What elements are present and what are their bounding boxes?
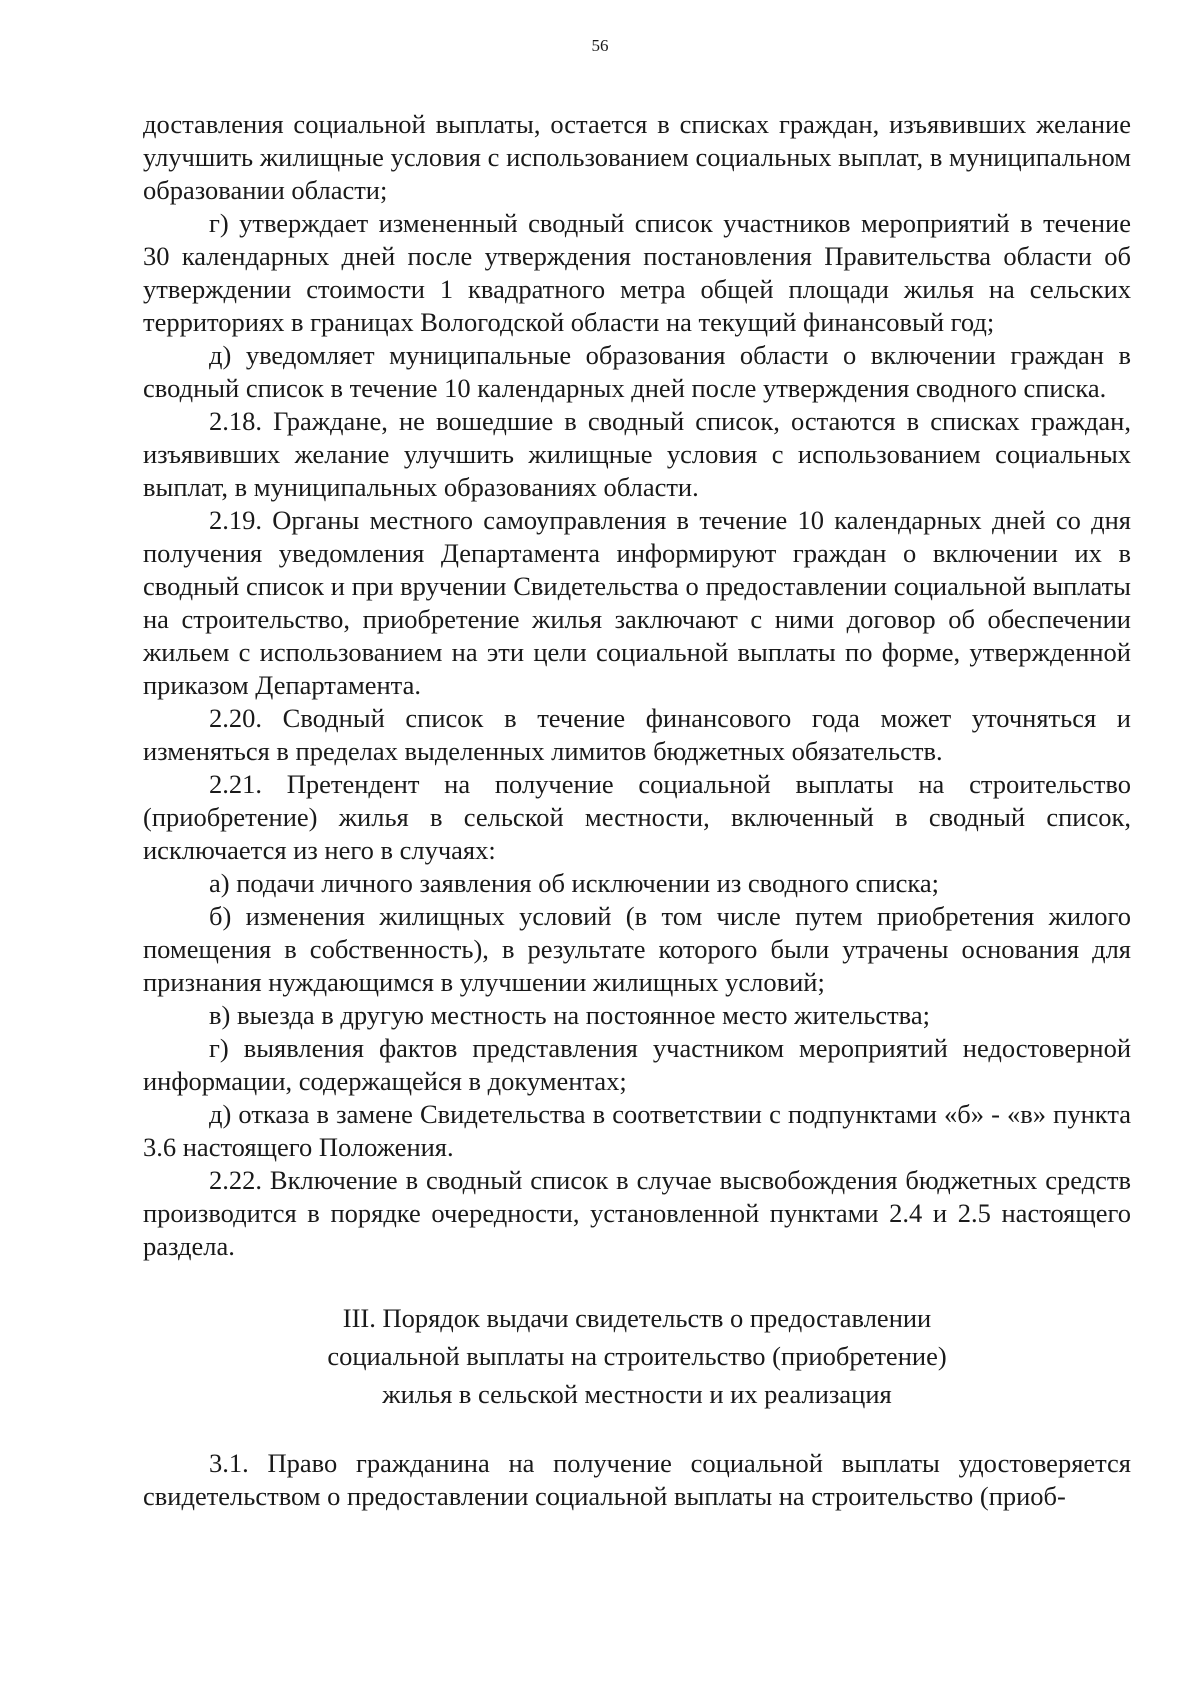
paragraph: доставления социальной выплаты, остается в списках граждан, изъявивших желание улучшить жилищные условия с использованием социальных выплат, в муниципальном образовании области; (143, 109, 1131, 205)
section-heading-line: социальной выплаты на строительство (приобретение) (327, 1341, 947, 1371)
document-body (143, 108, 1131, 1513)
section-heading (143, 1299, 1131, 1413)
paragraph: 2.22. Включение в сводный список в случае высвобождения бюджетных средств производится в порядке очередности, установленной пунктами 2.4 и 2.5 настоящего раздела. (143, 1165, 1131, 1261)
list-item: д) отказа в замене Свидетельства в соответствии с подпунктами «б» - «в» пункта 3.6 настоящего Положения. (143, 1099, 1131, 1162)
paragraph: г) утверждает измененный сводный список участников мероприятий в течение 30 календарных дней после утверждения постановления Правительства области об утверждении стоимости 1 квадратного метра общей площади жилья на сельских территориях в границах Вологодской области на текущий финансовый год; (143, 208, 1131, 337)
list-item: а) подачи личного заявления об исключении из сводного списка; (209, 868, 939, 898)
paragraph: 2.18. Граждане, не вошедшие в сводный список, остаются в списках граждан, изъявивших желание улучшить жилищные условия с использованием социальных выплат, в муниципальных образованиях области. (143, 406, 1131, 502)
page-number: 56 (591, 36, 609, 55)
paragraph: 2.20. Сводный список в течение финансового года может уточняться и изменяться в пределах выделенных лимитов бюджетных обязательств. (143, 703, 1131, 766)
paragraph: 3.1. Право гражданина на получение социальной выплаты удостоверяется свидетельством о предоставлении социальной выплаты на строительство (приоб- (143, 1448, 1131, 1511)
paragraph: д) уведомляет муниципальные образования области о включении граждан в сводный список в течение 10 календарных дней после утверждения сводного списка. (143, 340, 1131, 403)
paragraph: 2.21. Претендент на получение социальной выплаты на строительство (приобретение) жилья в сельской местности, включенный в сводный список, исключается из него в случаях: (143, 769, 1131, 865)
list-item: б) изменения жилищных условий (в том числе путем приобретения жилого помещения в собственность), в результате которого были утрачены основания для признания нуждающимся в улучшении жилищных условий; (143, 901, 1131, 997)
list-item: г) выявления фактов представления участником мероприятий недостоверной информации, содержащейся в документах; (143, 1033, 1131, 1096)
list-item: в) выезда в другую местность на постоянное место жительства; (209, 1000, 930, 1030)
section-heading-line: жилья в сельской местности и их реализация (382, 1379, 892, 1409)
section-heading-line: III. Порядок выдачи свидетельств о предоставлении (342, 1303, 932, 1333)
paragraph: 2.19. Органы местного самоуправления в течение 10 календарных дней со дня получения уведомления Департамента информируют граждан о включении их в сводный список и при вручении Свидетельства о предоставлении социальной выплаты на строительство, приобретение жилья заключают с ними договор об обеспечении жильем с использованием на эти цели социальной выплаты по форме, утвержденной приказом Департамента. (143, 505, 1131, 700)
